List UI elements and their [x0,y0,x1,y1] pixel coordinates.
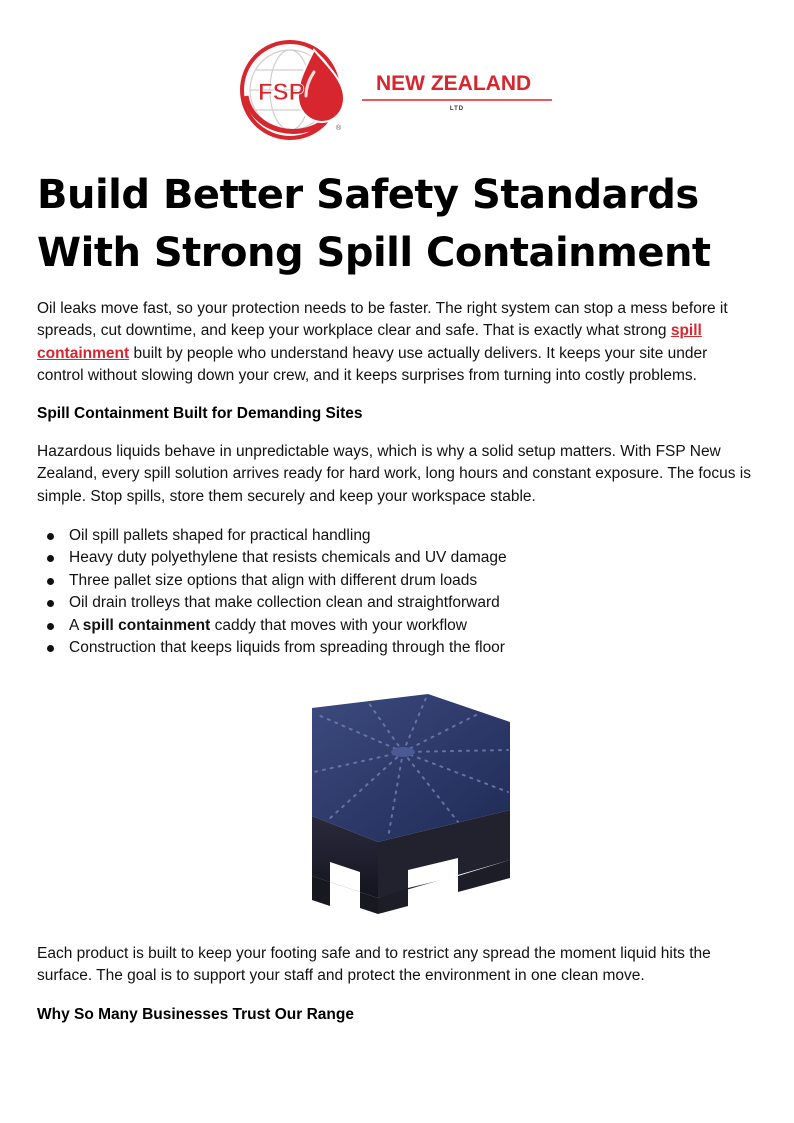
list-item-text: Oil drain trolleys that make collection clean and straightforward [69,594,500,612]
bullet-icon [47,645,54,652]
list-item [37,592,757,614]
brand-name: NEW ZEALAND [376,72,532,95]
list-item [37,547,757,569]
logo-mark-text: FSP [258,79,305,106]
list-item [37,615,757,637]
title-line-1: Build Better Safety Standards [37,172,699,218]
list-item [37,570,757,592]
svg-text:®: ® [336,125,342,132]
page-title [37,166,757,282]
fsp-logo-icon [238,36,558,146]
after-image-paragraph: Each product is built to keep your footing safe and to restrict any spread the moment liquid hits the surface. The goal is to support your staff and protect the environment in one clean move. [37,945,711,985]
bullet-icon [47,600,54,607]
bullet-icon [47,533,54,540]
brand-suffix: LTD [449,106,465,112]
list-item-text: Heavy duty polyethylene that resists chemicals and UV damage [69,549,507,567]
title-line-2: With Strong Spill Containment [37,230,711,276]
list-item-text: Construction that keeps liquids from spreading through the floor [69,639,505,657]
list-item [37,637,757,659]
list-item-bold-text: spill containment [82,616,211,634]
section-body-demanding-sites: Hazardous liquids behave in unpredictable ways, which is why a solid setup matters. With FSP New Zealand, every spill solution arrives ready for hard work, long hours and constant exposure. The focus is simple. Stop spills, store them securely and keep your workspace stable. [37,443,751,505]
intro-text-end: built by people who understand heavy use actually delivers. It keeps your site under control without slowing down your crew, and it keeps surprises from turning into costly problems. [37,344,708,385]
list-item-text: Three pallet size options that align with different drum loads [69,571,478,589]
spill-containment-link[interactable]: spill containment [37,322,702,362]
bullet-icon [47,623,54,630]
bullet-icon [47,578,54,585]
intro-paragraph [37,298,757,388]
spill-pallet-icon [308,692,510,914]
list-item-text: A [69,616,83,634]
section-heading-demanding-sites: Spill Containment Built for Demanding Sites [37,405,363,422]
list-item-text: caddy that moves with your workflow [210,616,467,634]
spill-pallet-product-image [308,692,510,914]
intro-text-start: Oil leaks move fast, so your protection needs to be faster. The right system can stop a mess before it spreads, cut downtime, and keep your workplace clear and safe. That is exactly what strong [37,300,728,340]
bullet-icon [47,555,54,562]
section-heading-trust: Why So Many Businesses Trust Our Range [37,1006,354,1023]
company-logo [238,36,558,146]
list-item [37,525,757,547]
feature-list [37,525,757,659]
list-item-text: Oil spill pallets shaped for practical handling [69,527,371,544]
